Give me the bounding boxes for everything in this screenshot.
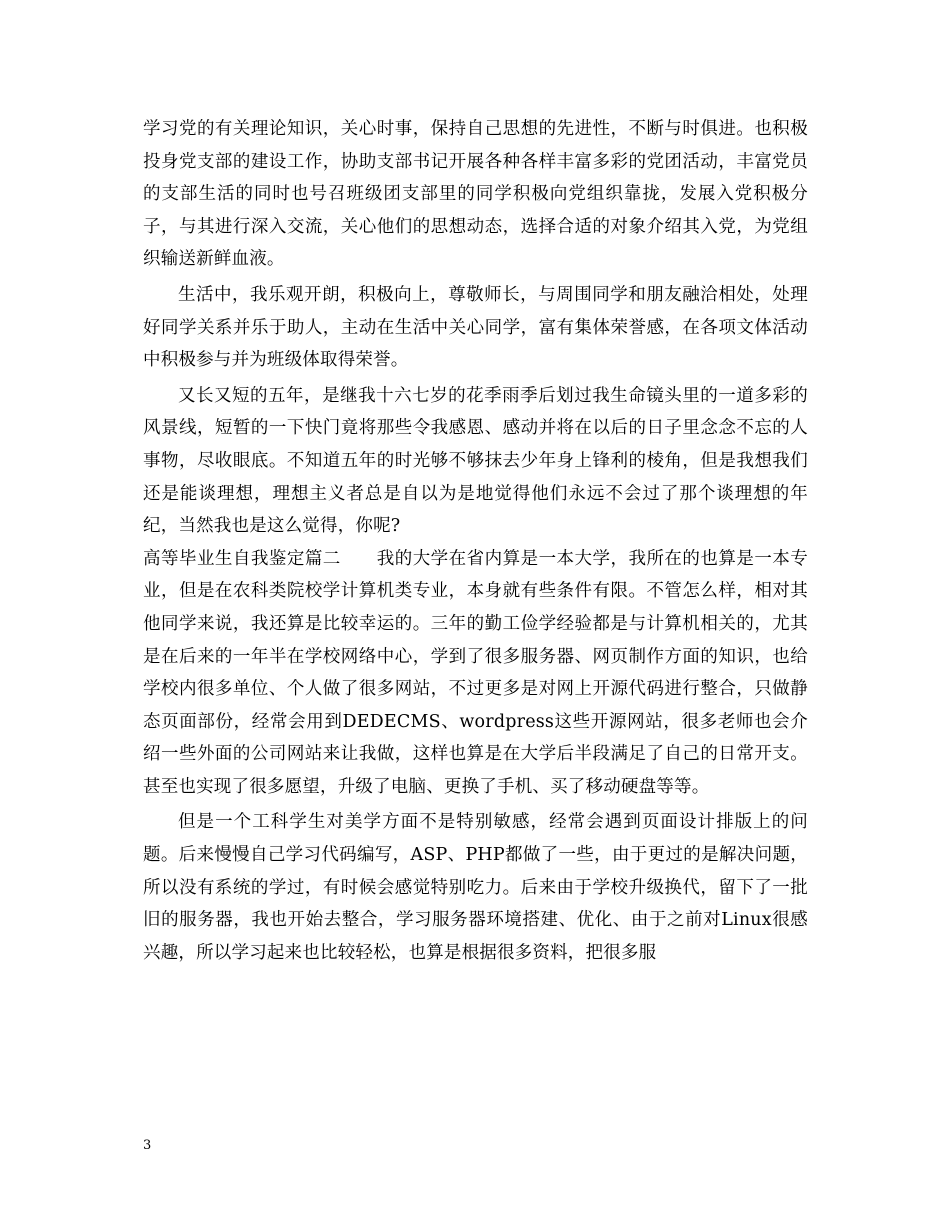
paragraph-five-years: 又长又短的五年，是继我十六七岁的花季雨季后划过我生命镜头里的一道多彩的风景线，短暂的一下快门竟将那些令我感恩、感动并将在以后的日子里念念不忘的人事物，尽收眼底。不知道五年的时光够不够抹去少年身上锋利的棱角，但是我想我们还是能谈理想，理想主义者总是自以为是地觉得他们永远不会过了那个谈理想的年纪，当然我也是这么觉得，你呢? [143, 385, 808, 537]
document-body [143, 113, 808, 969]
paragraph-aesthetics: 但是一个工科学生对美学方面不是特别敏感，经常会遇到页面设计排版上的问题。后来慢慢自己学习代码编写，ASP、PHP都做了一些，由于更过的是解决问题，所以没有系统的学过，有时候会感觉特别吃力。后来由于学校升级换代，留下了一批旧的服务器，我也开始去整合，学习服务器环境搭建、优化、由于之前对Linux很感兴趣，所以学习起来也比较轻松，也算是根据很多资料，把很多服 [143, 812, 808, 963]
paragraph-life: 生活中，我乐观开朗，积极向上，尊敬师长，与周围同学和朋友融洽相处，处理好同学关系并乐于助人，主动在生活中关心同学，富有集体荣誉感，在各项文体活动中积极参与并为班级体取得荣誉。 [143, 284, 808, 371]
paragraph-section-two: 高等毕业生自我鉴定篇二 我的大学在省内算是一本大学，我所在的也算是一本专业，但是在农科类院校学计算机类专业，本身就有些条件有限。不管怎么样，相对其他同学来说，我还算是比较幸运的。三年的勤工俭学经验都是与计算机相关的，尤其是在后来的一年半在学校网络中心，学到了很多服务器、网页制作方面的知识，也给学校内很多单位、个人做了很多网站，不过更多是对网上开源代码进行整合，只做静态页面部份，经常会用到DEDECMS、wordpress这些开源网站，很多老师也会介绍一些外面的公司网站来让我做，这样也算是在大学后半段满足了自己的日常开支。甚至也实现了很多愿望，升级了电脑、更换了手机、买了移动硬盘等等。 [143, 548, 808, 797]
paragraph-party-study: 学习党的有关理论知识，关心时事，保持自己思想的先进性，不断与时俱进。也积极投身党支部的建设工作，协助支部书记开展各种各样丰富多彩的党团活动，丰富党员的支部生活的同时也号召班级团支部里的同学积极向党组织靠拢，发展入党积极分子，与其进行深入交流，关心他们的思想动态，选择合适的对象介绍其入党，为党组织输送新鲜血液。 [143, 119, 808, 270]
page-number: 3 [143, 1138, 152, 1153]
